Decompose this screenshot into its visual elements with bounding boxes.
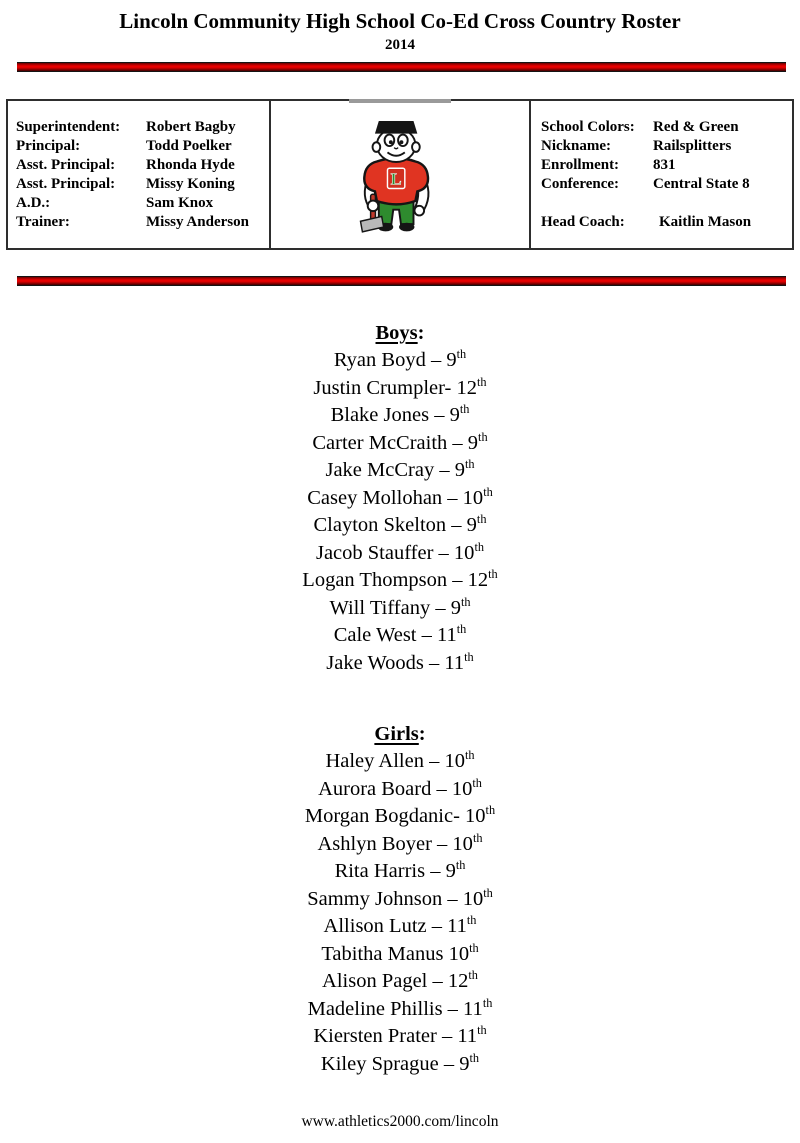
boys-roster-section bbox=[0, 319, 800, 677]
info-row-superintendent bbox=[16, 118, 265, 137]
girls-heading-text: Girls bbox=[374, 723, 419, 745]
info-label: Enrollment: bbox=[541, 157, 620, 173]
info-row-nickname bbox=[541, 137, 788, 156]
boys-heading-text: Boys bbox=[375, 322, 418, 344]
info-row-asst-principal-1 bbox=[16, 156, 265, 175]
girls-heading bbox=[0, 720, 800, 748]
info-label: Conference: bbox=[541, 176, 620, 192]
info-row-school-colors bbox=[541, 118, 788, 137]
roster-entry: Aurora Board – 10th bbox=[318, 775, 482, 800]
info-row-head-coach bbox=[541, 213, 788, 232]
info-row-enrollment bbox=[541, 156, 788, 175]
roster-entry: Kiersten Prater – 11th bbox=[313, 1023, 487, 1047]
girls-roster-section bbox=[0, 720, 800, 1078]
roster-entry: Tabitha Manus 10th bbox=[321, 940, 479, 965]
boys-heading bbox=[0, 319, 800, 347]
footer-url: www.athletics2000.com/lincoln bbox=[301, 1113, 499, 1130]
roster-entry: Allison Lutz – 11th bbox=[323, 913, 477, 937]
railsplitter-mascot-icon bbox=[347, 115, 453, 235]
info-value: Missy Anderson bbox=[146, 214, 249, 230]
info-label: Principal: bbox=[16, 138, 81, 154]
roster-entry: Logan Thompson – 12th bbox=[302, 567, 498, 591]
image-top-strip bbox=[349, 99, 451, 103]
roster-entry: Will Tiffany – 9th bbox=[329, 594, 471, 619]
roster-entry: Haley Allen – 10th bbox=[325, 748, 475, 772]
info-value: Red & Green bbox=[653, 119, 739, 135]
info-label: Nickname: bbox=[541, 138, 611, 154]
roster-entry: Kiley Sprague – 9th bbox=[320, 1050, 480, 1075]
roster-entry: Carter McCraith – 9th bbox=[312, 429, 488, 454]
school-facts-box bbox=[531, 101, 792, 248]
info-value: Todd Poelker bbox=[146, 138, 232, 154]
info-value: Central State 8 bbox=[653, 176, 750, 192]
school-info-table bbox=[6, 99, 794, 250]
info-value: Sam Knox bbox=[146, 195, 214, 211]
roster-entry: Sammy Johnson – 10th bbox=[307, 885, 493, 910]
roster-entry: Casey Mollohan – 10th bbox=[307, 484, 493, 509]
info-row-athletic-director bbox=[16, 194, 265, 213]
page-title: Lincoln Community High School Co-Ed Cross Country Roster bbox=[119, 9, 681, 33]
info-label: School Colors: bbox=[541, 119, 635, 135]
roster-entry: Blake Jones – 9th bbox=[330, 402, 470, 426]
info-label: Head Coach: bbox=[541, 214, 625, 230]
info-value: Rhonda Hyde bbox=[146, 157, 235, 173]
roster-entry: Ryan Boyd – 9th bbox=[333, 347, 467, 371]
info-row-trainer bbox=[16, 213, 265, 232]
roster-entry: Jake Woods – 11th bbox=[326, 649, 474, 674]
boys-heading-colon: : bbox=[417, 322, 425, 344]
info-label: Superintendent: bbox=[16, 119, 121, 135]
roster-entry: Ashlyn Boyer – 10th bbox=[317, 830, 483, 855]
info-label: Trainer: bbox=[16, 214, 70, 230]
roster-entry: Jacob Stauffer – 10th bbox=[315, 539, 485, 564]
info-label: A.D.: bbox=[16, 195, 51, 211]
info-value: Kaitlin Mason bbox=[659, 214, 752, 230]
info-label: Asst. Principal: bbox=[16, 157, 116, 173]
info-row-conference bbox=[541, 175, 788, 194]
red-divider-top bbox=[17, 62, 786, 72]
roster-entry: Jake McCray – 9th bbox=[325, 457, 475, 481]
roster-entry: Morgan Bogdanic- 10th bbox=[304, 803, 496, 827]
info-value: 831 bbox=[653, 157, 676, 173]
info-row-principal bbox=[16, 137, 265, 156]
info-value: Missy Koning bbox=[146, 176, 235, 192]
info-row-asst-principal-2 bbox=[16, 175, 265, 194]
roster-entry: Alison Pagel – 12th bbox=[322, 968, 478, 992]
info-value: Robert Bagby bbox=[146, 119, 236, 135]
girls-heading-colon: : bbox=[418, 723, 426, 745]
page-year: 2014 bbox=[385, 37, 415, 53]
roster-entry: Madeline Phillis – 11th bbox=[307, 995, 493, 1020]
info-label: Asst. Principal: bbox=[16, 176, 116, 192]
roster-entry: Cale West – 11th bbox=[333, 622, 467, 646]
mascot-letter: L bbox=[390, 169, 402, 189]
mascot-box bbox=[271, 101, 531, 248]
staff-info-box bbox=[8, 101, 271, 248]
red-divider-bottom bbox=[17, 276, 786, 286]
roster-entry: Rita Harris – 9th bbox=[334, 858, 466, 882]
info-value: Railsplitters bbox=[653, 138, 732, 154]
roster-entry: Justin Crumpler- 12th bbox=[313, 374, 487, 399]
roster-entry: Clayton Skelton – 9th bbox=[313, 512, 487, 536]
